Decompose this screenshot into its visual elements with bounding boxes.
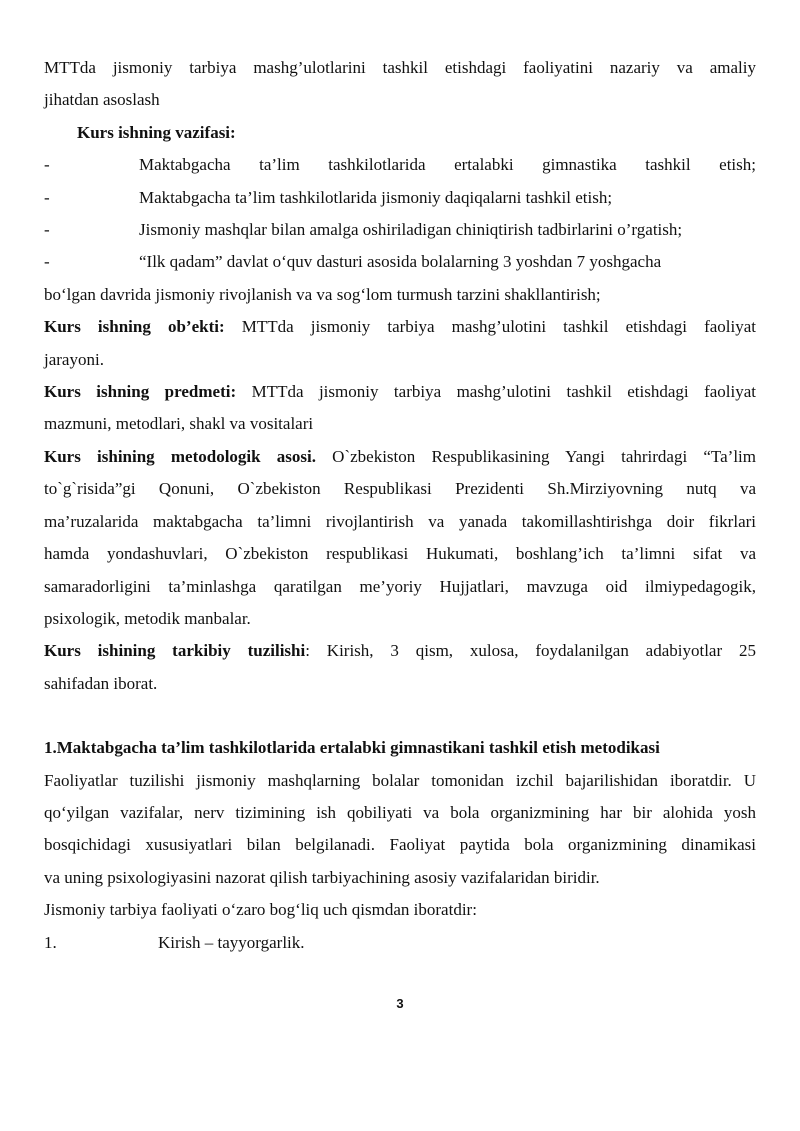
task-text: “Ilk qadam” davlat o‘quv dasturi asosida bolalarning 3 yoshdan 7 yoshgacha — [139, 252, 662, 272]
methodology-line-5: samaradorligini ta’minlashga qaratilgan me’yoriy Hujjatlari, mavzuga oid ilmiypedagogik, — [44, 576, 756, 596]
section-1-list-item-1 — [44, 927, 756, 959]
methodology-line-4: hamda yondashuvlari, O`zbekiston respublikasi Hukumati, boshlang’ich ta’limni sifat va — [44, 544, 756, 564]
methodology-line-1 — [44, 441, 756, 473]
section-1-heading: 1.Maktabgacha ta’lim tashkilotlarida ertalabki gimnastikani tashkil etish metodikasi — [44, 738, 660, 758]
task-item-3 — [44, 214, 756, 246]
object-label: Kurs ishning ob’ekti: — [44, 317, 225, 337]
structure-text: : Kirish, 3 qism, xulosa, foydalanilgan adabiyotlar 25 — [305, 641, 756, 661]
task-text: Maktabgacha ta’lim tashkilotlarida jismoniy daqiqalarni tashkil etish; — [139, 187, 613, 207]
task-dash: - — [44, 252, 50, 272]
methodology-line-3: ma’ruzalarida maktabgacha ta’limni rivojlantirish va yanada takomillashtirishga doir fikrlari — [44, 511, 756, 531]
intro-line-2: jihatdan asoslash — [44, 90, 160, 110]
object-text: MTTda jismoniy tarbiya mashg’ulotini tashkil etishdagi faoliyat — [224, 317, 756, 337]
page-number: 3 — [396, 996, 404, 1011]
tasks-heading-text: Kurs ishning vazifasi: — [77, 122, 236, 142]
section-1-para-line-2: qo‘yilgan vazifalar, nerv tizimining ish qobiliyati va bola organizmining har bir alohida yosh — [44, 802, 756, 822]
section-1-para-line-1: Faoliyatlar tuzilishi jismoniy mashqlarning bolalar tomonidan izchil bajarilishidan iboratdir. U — [44, 770, 756, 790]
structure-line-2: sahifadan iborat. — [44, 673, 158, 693]
subject-line-2: mazmuni, metodlari, shakl va vositalari — [44, 414, 314, 434]
task-item-1 — [44, 149, 756, 181]
list-text: Kirish – tayyorgarlik. — [158, 932, 305, 952]
object-line-1 — [44, 311, 756, 343]
structure-line-1 — [44, 635, 756, 667]
structure-label: Kurs ishining tarkibiy tuzilishi — [44, 641, 306, 661]
section-1-para-line-3: bosqichidagi xususiyatlari bilan belgilanadi. Faoliyat paytida bola organizmining dinamikasi — [44, 835, 756, 855]
task-dash: - — [44, 220, 50, 240]
object-line-2: jarayoni. — [44, 349, 104, 369]
intro-line-1: MTTda jismoniy tarbiya mashg’ulotlarini tashkil etishdagi faoliyatini nazariy va amaliy — [44, 58, 756, 77]
methodology-line-6: psixologik, metodik manbalar. — [44, 608, 251, 628]
task-dash: - — [44, 155, 50, 175]
section-spacer — [44, 700, 756, 732]
task-text: Maktabgacha ta’lim tashkilotlarida ertalabki gimnastika tashkil etish; — [139, 155, 756, 175]
section-1-parts-intro: Jismoniy tarbiya faoliyati o‘zaro bog‘liq uch qismdan iboratdir: — [44, 900, 477, 920]
methodology-text: O`zbekiston Respublikasining Yangi tahrirdagi “Ta’lim — [315, 446, 756, 466]
list-number: 1. — [44, 932, 57, 952]
subject-line-1 — [44, 376, 756, 408]
section-1-para-line-4: va uning psixologiyasini nazorat qilish tarbiyachining asosiy vazifalaridan biridir. — [44, 867, 600, 887]
methodology-line-2: to`g`risida”gi Qonuni, O`zbekiston Respublikasi Prezidenti Sh.Mirziyovning nutq va — [44, 479, 756, 499]
task-item-4 — [44, 246, 756, 278]
tasks-continuation: bo‘lgan davrida jismoniy rivojlanish va va sog‘lom turmush tarzini shakllantirish; — [44, 284, 601, 304]
subject-text: MTTda jismoniy tarbiya mashg’ulotini tashkil etishdagi faoliyat — [236, 382, 756, 402]
task-dash: - — [44, 187, 50, 207]
subject-label: Kurs ishning predmeti: — [44, 382, 237, 402]
task-item-2 — [44, 182, 756, 214]
tasks-heading — [44, 117, 756, 149]
document-page — [44, 52, 756, 959]
methodology-label: Kurs ishining metodologik asosi. — [44, 446, 316, 466]
task-text: Jismoniy mashqlar bilan amalga oshiriladigan chiniqtirish tadbirlarini o’rgatish; — [139, 220, 683, 240]
